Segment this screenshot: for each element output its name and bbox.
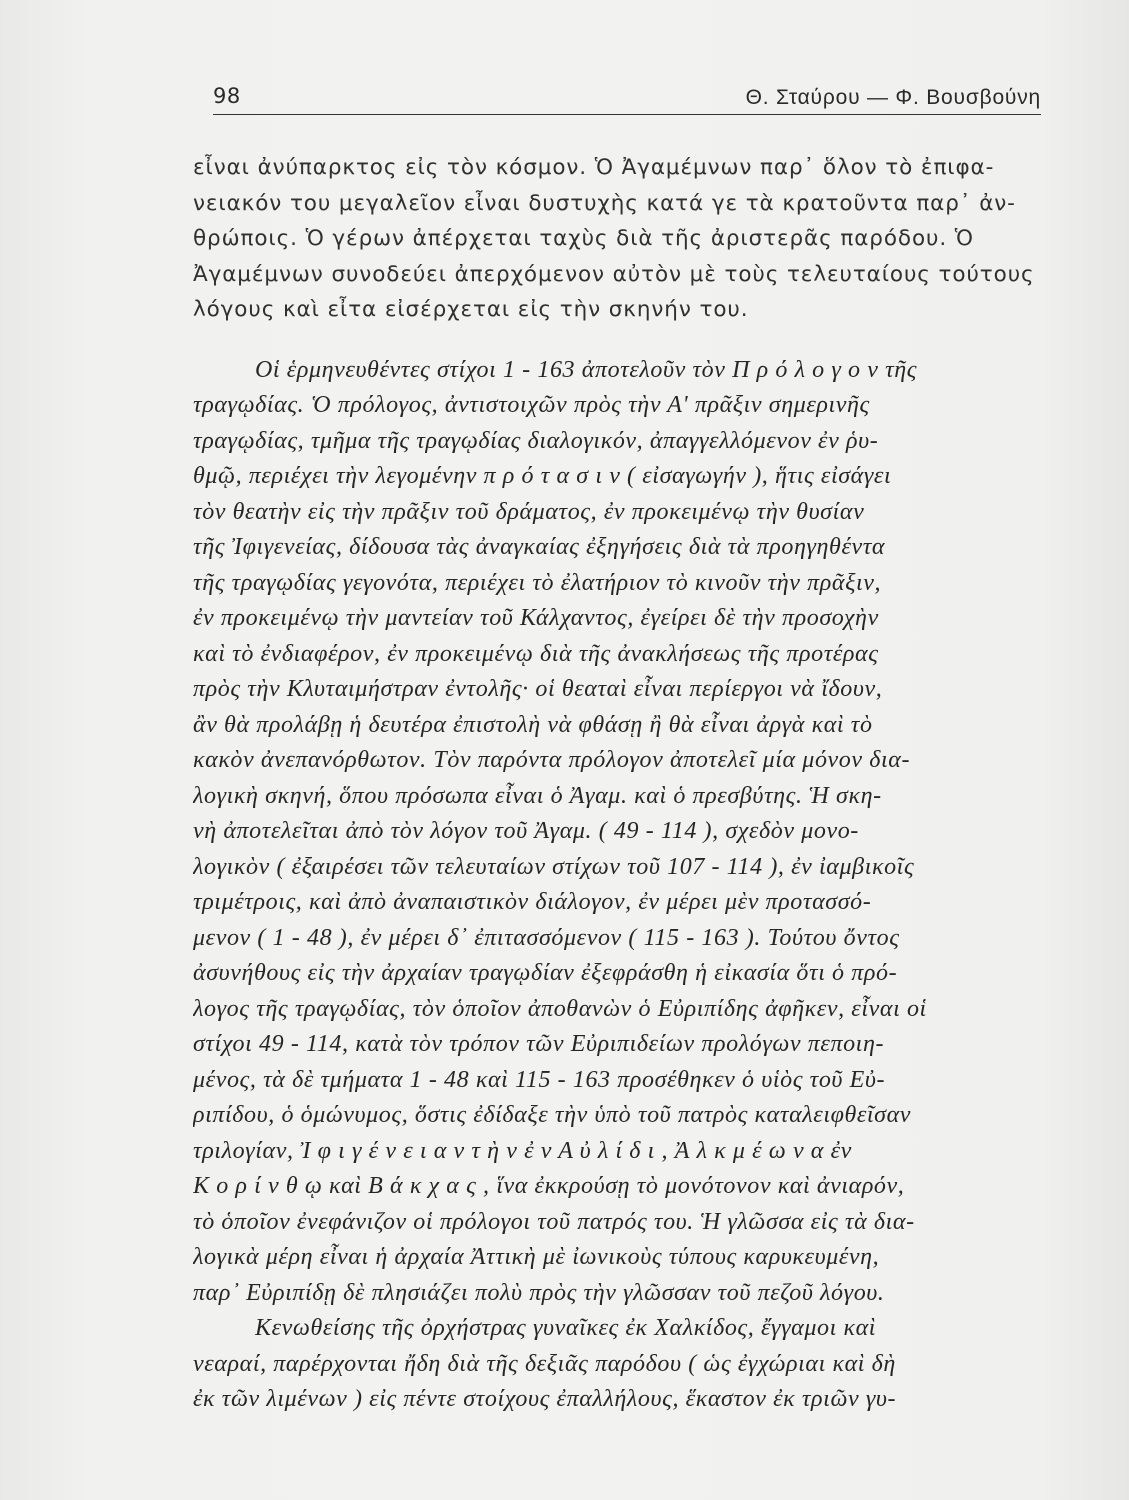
paragraph-1	[193, 150, 1043, 328]
page-number: 98	[213, 84, 241, 108]
page-body	[193, 150, 1043, 1418]
text-line: λογικὰ μέρη εἶναι ἡ ἀρχαία Ἀττικὴ μὲ ἰωνικοὺς τύπους καρυκευμένη,	[193, 1244, 880, 1270]
text-line: ριπίδου, ὁ ὁμώνυμος, ὅστις ἐδίδαξε τὴν ὑπὸ τοῦ πατρὸς καταλειφθεῖσαν	[193, 1102, 912, 1128]
text-line: εἶναι ἀνύπαρκτος εἰς τὸν κόσμον. Ὁ Ἀγαμέμνων παρ᾽ ὅλον τὸ ἐπιφα-	[193, 155, 995, 180]
text-line: τραγῳδίας, τμῆμα τῆς τραγῳδίας διαλογικόν, ἀπαγγελλόμενον ἐν ῥυ-	[193, 427, 879, 454]
text-line: τραγῳδίας. Ὁ πρόλογος, ἀντιστοιχῶν πρὸς τὴν Α' πρᾶξιν σημερινῆς	[193, 392, 870, 418]
text-line: κακὸν ἀνεπανόρθωτον. Τὸν παρόντα πρόλογον ἀποτελεῖ μία μόνον δια-	[193, 747, 911, 773]
text-line: Ἀγαμέμνων συνοδεύει ἀπερχόμενον αὐτὸν μὲ τοὺς τελευταίους τούτους	[193, 261, 1035, 287]
text-line: νεαραί, παρέρχονται ἤδη διὰ τῆς δεξιᾶς παρόδου ( ὡς ἐγχώριαι καὶ δὴ	[193, 1350, 896, 1377]
text-line: θρώποις. Ὁ γέρων ἀπέρχεται ταχὺς διὰ τῆς ἀριστερᾶς παρόδου. Ὁ	[193, 226, 974, 251]
text-line: τὸ ὁποῖον ἐνεφάνιζον οἱ πρόλογοι τοῦ πατρός του. Ἡ γλῶσσα εἰς τὰ δια-	[193, 1208, 915, 1235]
text-line: Οἱ ἑρμηνευθέντες στίχοι 1 - 163 ἀποτελοῦν τὸν Π ρ ό λ ο γ ο ν τῆς	[255, 356, 918, 383]
text-line: λόγους καὶ εἶτα εἰσέρχεται εἰς τὴν σκηνήν του.	[193, 297, 749, 322]
text-line: στίχοι 49 - 114, κατὰ τὸν τρόπον τῶν Εὐριπιδείων προλόγων πεποιη-	[193, 1031, 885, 1057]
running-head: Θ. Σταύρου — Φ. Βουσβούνη	[745, 86, 1041, 109]
text-line: τριλογίαν, Ἰ φ ι γ έ ν ε ι α ν τ ὴ ν ἐ ν Α ὐ λ ί δ ι , Ἀ λ κ μ έ ω ν α ἐν	[193, 1137, 852, 1164]
text-line: ἐκ τῶν λιμένων ) εἰς πέντε στοίχους ἐπαλλήλους, ἕκαστον ἐκ τριῶν γυ-	[193, 1386, 897, 1412]
text-line: ἂν θὰ προλάβῃ ἡ δευτέρα ἐπιστολὴ νὰ φθάσῃ ἢ θὰ εἶναι ἀργὰ καὶ τὸ	[193, 711, 873, 738]
text-line: Κενωθείσης τῆς ὀρχήστρας γυναῖκες ἐκ Χαλκίδος, ἔγγαμοι καὶ	[255, 1315, 877, 1341]
page-header	[213, 80, 1041, 115]
text-line: ἀσυνήθους εἰς τὴν ἀρχαίαν τραγῳδίαν ἐξεφράσθη ἡ εἰκασία ὅτι ὁ πρό-	[193, 960, 898, 986]
text-line: λογικὸν ( ἐξαιρέσει τῶν τελευταίων στίχων τοῦ 107 - 114 ), ἐν ἰαμβικοῖς	[193, 853, 915, 880]
text-line: μενον ( 1 - 48 ), ἐν μέρει δ᾽ ἐπιτασσόμενον ( 115 - 163 ). Τούτου ὄντος	[193, 924, 900, 951]
paragraph-3	[193, 1311, 1043, 1418]
text-line: παρ᾽ Εὐριπίδῃ δὲ πλησιάζει πολὺ πρὸς τὴν γλῶσσαν τοῦ πεζοῦ λόγου.	[193, 1279, 885, 1306]
text-line: καὶ τὸ ἐνδιαφέρον, ἐν προκειμένῳ διὰ τῆς ἀνακλήσεως τῆς προτέρας	[193, 640, 879, 667]
text-line: τριμέτροις, καὶ ἀπὸ ἀναπαιστικὸν διάλογον, ἐν μέρει μὲν προτασσό-	[193, 889, 872, 915]
text-line: ἐν προκειμένῳ τὴν μαντείαν τοῦ Κάλχαντος, ἐγείρει δὲ τὴν προσοχὴν	[193, 605, 879, 631]
text-line: νὴ ἀποτελεῖται ἀπὸ τὸν λόγον τοῦ Ἀγαμ. ( 49 - 114 ), σχεδὸν μονο-	[193, 818, 859, 844]
text-line: Κ ο ρ ί ν θ ῳ καὶ Β ά κ χ α ς , ἵνα ἐκκρούσῃ τὸ μονότονον καὶ ἀνιαρόν,	[193, 1173, 905, 1199]
text-line: τῆς τραγῳδίας γεγονότα, περιέχει τὸ ἐλατήριον τὸ κινοῦν τὴν πρᾶξιν,	[193, 569, 882, 596]
text-line: λογικὴ σκηνή, ὅπου πρόσωπα εἶναι ὁ Ἀγαμ. καὶ ὁ πρεσβύτης. Ἡ σκη-	[193, 782, 882, 809]
paragraph-2	[193, 353, 1043, 1312]
text-line: τῆς Ἰφιγενείας, δίδουσα τὰς ἀναγκαίας ἐξηγήσεις διὰ τὰ προηγηθέντα	[193, 534, 886, 560]
text-line: λογος τῆς τραγῳδίας, τὸν ὁποῖον ἀποθανὼν ὁ Εὐριπίδης ἀφῆκεν, εἶναι οἱ	[193, 995, 927, 1022]
text-line: μένος, τὰ δὲ τμήματα 1 - 48 καὶ 115 - 163 προσέθηκεν ὁ υἱὸς τοῦ Εὐ-	[193, 1066, 886, 1093]
text-line: τὸν θεατὴν εἰς τὴν πρᾶξιν τοῦ δράματος, ἐν προκειμένῳ τὴν θυσίαν	[193, 498, 865, 525]
text-line: θμῷ, περιέχει τὴν λεγομένην π ρ ό τ α σ ι ν ( εἰσαγωγήν ), ἥτις εἰσάγει	[193, 463, 892, 489]
text-line: πρὸς τὴν Κλυταιμήστραν ἐντολῆς· οἱ θεαταὶ εἶναι περίεργοι νὰ ἴδουν,	[193, 676, 883, 702]
text-line: νειακόν του μεγαλεῖον εἶναι δυστυχὴς κατά γε τὰ κρατοῦντα παρ᾽ ἀν-	[193, 190, 1016, 216]
